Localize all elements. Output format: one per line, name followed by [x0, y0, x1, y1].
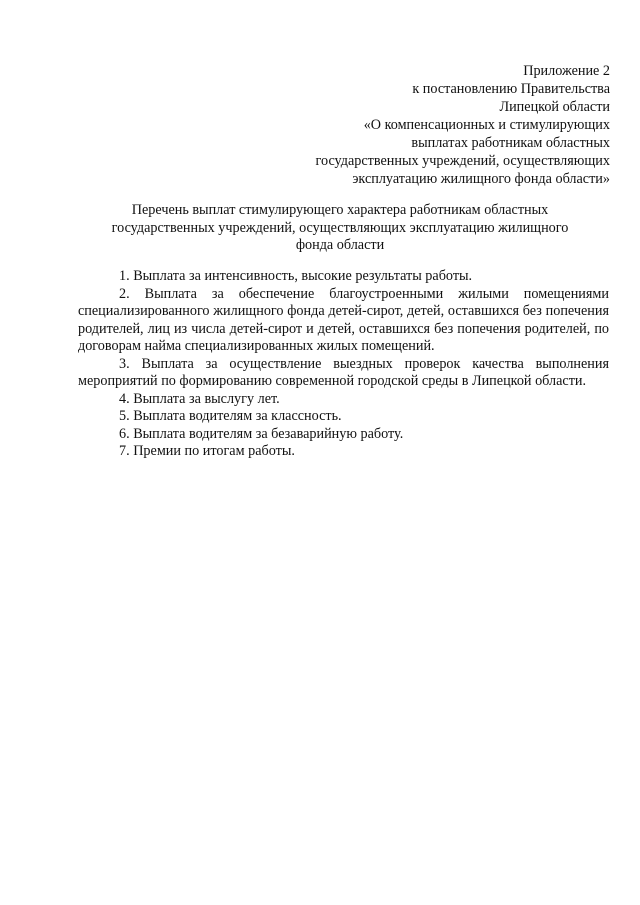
list-item: 5. Выплата водителям за классность. [119, 408, 342, 424]
list-item: 4. Выплата за выслугу лет. [119, 390, 280, 407]
title-line: Перечень выплат стимулирующего характера работникам областных [131, 202, 549, 218]
list-item: 3. Выплата за осуществление выездных проверок качества выполнения мероприятий по формированию современной городской среды в Липецкой области. [78, 355, 609, 389]
payments-list [78, 268, 609, 461]
appendix-line: к постановлению Правительства [412, 81, 610, 97]
title-line: фонда области [295, 237, 385, 253]
appendix-header [250, 62, 610, 188]
appendix-line: Приложение 2 [523, 63, 610, 79]
appendix-line: государственных учреждений, осуществляющих [315, 153, 610, 169]
list-item: 2. Выплата за обеспечение благоустроенными жилыми помещениями специализированного жилищного фонда детей-сирот, детей, оставшихся без попечения родителей, лиц из числа детей-сирот и детей, оставшихся без попечения родителей, по договорам найма специализированных жилых помещений. [78, 285, 609, 354]
appendix-line: «О компенсационных и стимулирующих [363, 117, 610, 133]
list-item: 7. Премии по итогам работы. [119, 443, 295, 459]
document-title [90, 202, 590, 255]
list-item: 6. Выплата водителям за безаварийную работу. [119, 425, 404, 442]
appendix-line: выплатах работникам областных [411, 135, 610, 151]
title-line: государственных учреждений, осуществляющих эксплуатацию жилищного [111, 219, 569, 236]
appendix-line: эксплуатацию жилищного фонда области» [352, 171, 610, 187]
list-item: 1. Выплата за интенсивность, высокие результаты работы. [119, 268, 473, 284]
appendix-line: Липецкой области [499, 99, 610, 115]
